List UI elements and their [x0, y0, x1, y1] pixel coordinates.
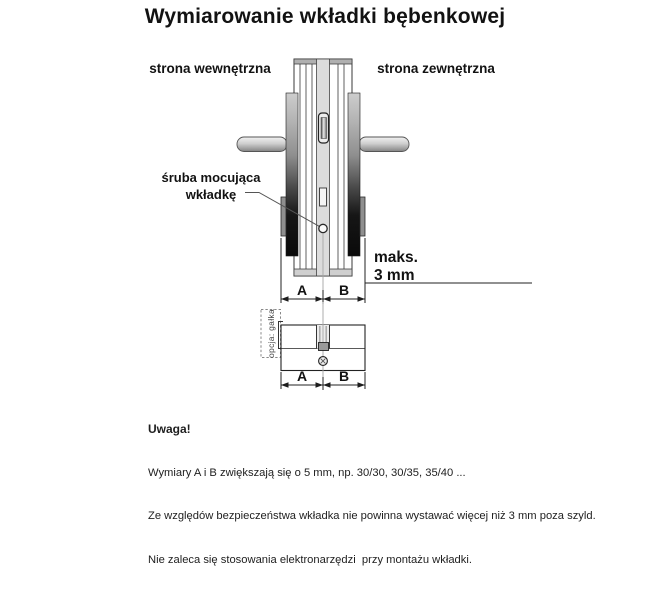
dim-a-upper: A — [296, 282, 308, 298]
cam — [321, 118, 327, 139]
notes-heading: Uwaga! — [148, 422, 191, 436]
dim-b-upper: B — [338, 282, 350, 298]
cylinder-end-right — [360, 197, 365, 236]
arrow-right-icon — [358, 296, 366, 301]
handle-spindle-right — [359, 137, 409, 152]
notes-line-1: Wymiary A i B zwiększają się o 5 mm, np. 30/30, 30/35, 35/40 ... — [148, 466, 466, 479]
screw-callout-line1: śruba mocująca — [161, 170, 261, 185]
max-protrusion-line1: maks. — [374, 249, 418, 266]
page-title: Wymiarowanie wkładki bębenkowej — [144, 5, 506, 28]
arrow-left-icon — [281, 382, 289, 387]
cylinder-side-view — [261, 302, 365, 385]
arrow-left-icon — [323, 382, 331, 387]
knob-option-label: opcja: gałka — [266, 309, 276, 358]
arrow-right-icon — [316, 296, 324, 301]
dim-a-lower: A — [296, 368, 308, 384]
screw-callout-line2: wkładkę — [185, 187, 237, 202]
escutcheon-right — [348, 93, 360, 256]
arrow-right-icon — [358, 382, 366, 387]
cylinder-end-left — [281, 197, 286, 236]
dim-b-lower: B — [338, 368, 350, 384]
escutcheon-left — [286, 93, 298, 256]
notes-line-3: Nie zaleca się stosowania elektronarzędzi przy montażu wkładki. — [148, 553, 472, 566]
handle-spindle-left — [237, 137, 287, 152]
fixing-screw — [319, 224, 327, 232]
label-inner-side: strona wewnętrzna — [149, 61, 271, 76]
arrow-left-icon — [323, 296, 331, 301]
label-outer-side: strona zewnętrzna — [377, 61, 495, 76]
cam-foot — [319, 343, 329, 351]
notes-block — [148, 393, 596, 596]
arrow-right-icon — [316, 382, 324, 387]
notes-line-2: Ze względów bezpieczeństwa wkładka nie powinna wystawać więcej niż 3 mm poza szyld. — [148, 510, 596, 522]
max-protrusion-line2: 3 mm — [374, 267, 415, 284]
max-protrusion-dimension — [365, 249, 532, 284]
arrow-left-icon — [281, 296, 289, 301]
keyway-slot — [320, 188, 327, 206]
